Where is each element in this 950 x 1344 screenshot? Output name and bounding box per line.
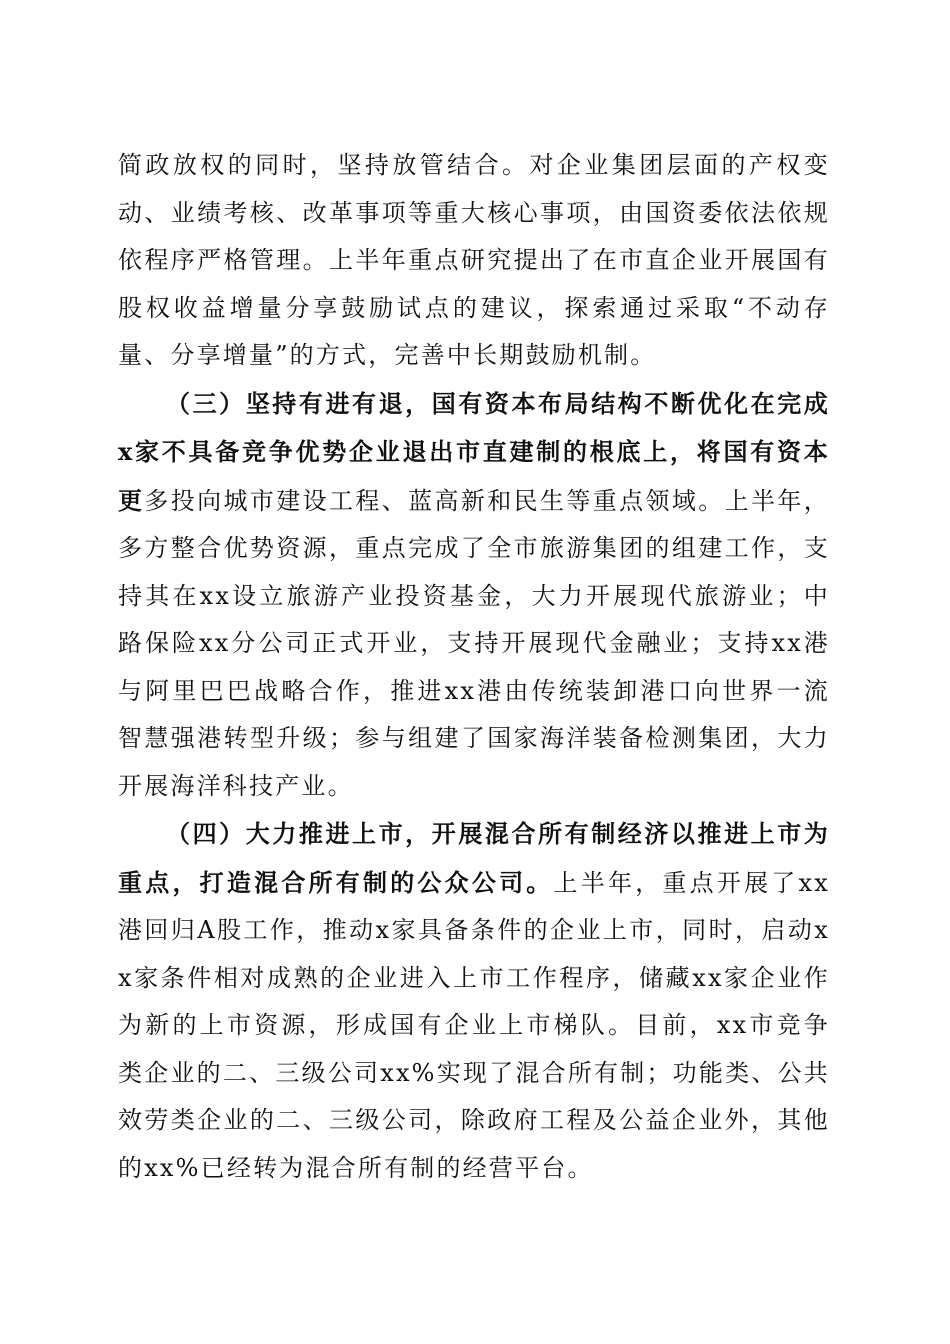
paragraph-text: 简政放权的同时，坚持放管结合。对企业集团层面的产权变动、业绩考核、改革事项等重大核心事项，由国资委依法依规依程序严格管理。上半年重点研究提出了在市直企业开展国有股权收益增量分享鼓励试点的建议，探索通过采取“不动存量、分享增量”的方式，完善中长期鼓励机制。	[118, 151, 830, 369]
paragraph-section-four	[118, 810, 830, 1192]
paragraph-text: 多投向城市建设工程、蓝高新和民生等重点领域。上半年，多方整合优势资源，重点完成了全市旅游集团的组建工作，支持其在xx设立旅游产业投资基金，大力开展现代旅游业；中路保险xx分公司正式开业，支持开展现代金融业；支持xx港与阿里巴巴战略合作，推进xx港由传统装卸港口向世界一流智慧强港转型升级；参与组建了国家海洋装备检测集团，大力开展海洋科技产业。	[118, 486, 831, 800]
section-four-heading: （四）大力推进上市，开展混合所有制经济以推进上市为重点，打造混合所有制的公众公司。	[118, 819, 830, 897]
section-three-heading: （三）坚持有进有退，国有资本布局结构不断优化在完成x家不具备竞争优势企业退出市直建制的根底上，将国有资本更	[118, 388, 830, 515]
document-body	[118, 142, 830, 1192]
paragraph-section-three	[118, 380, 830, 811]
paragraph-text: 上半年，重点开展了xx港回归A股工作，推动x家具备条件的企业上市，同时，启动xx家条件相对成熟的企业进入上市工作程序，储藏xx家企业作为新的上市资源，形成国有企业上市梯队。目前，xx市竞争类企业的二、三级公司xx%实现了混合所有制；功能类、公共效劳类企业的二、三级公司，除政府工程及公益企业外，其他的xx%已经转为混合所有制的经营平台。	[118, 868, 830, 1182]
paragraph-continuation	[118, 142, 830, 380]
